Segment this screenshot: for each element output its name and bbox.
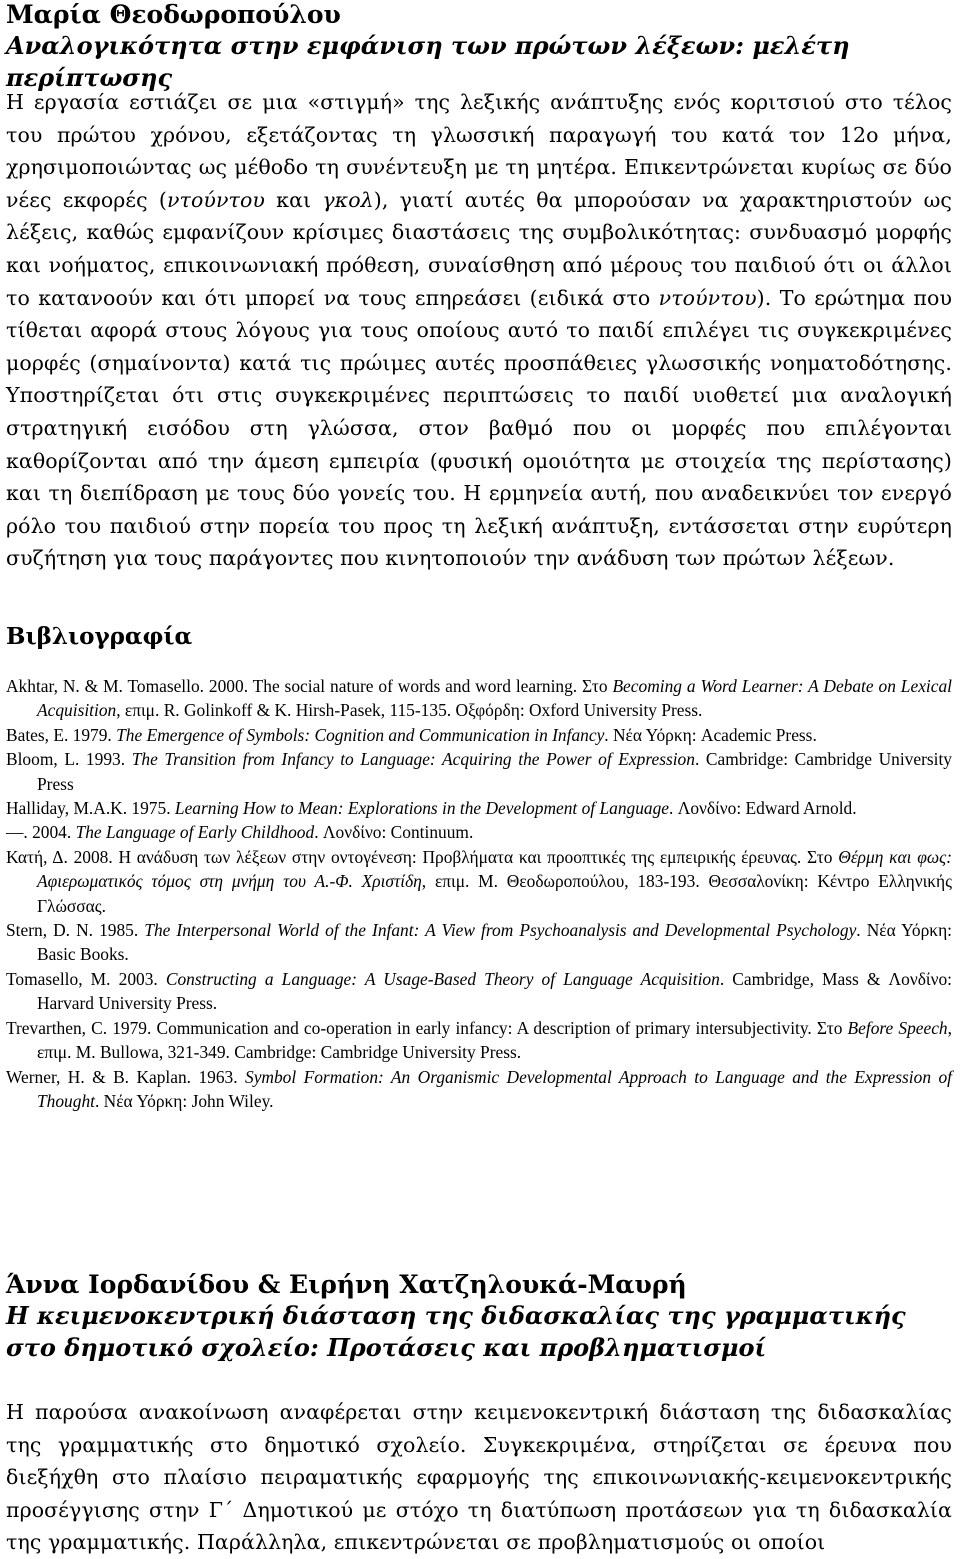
second-abstract bbox=[6, 1396, 952, 1559]
author-name: Μαρία Θεοδωροπούλου bbox=[6, 0, 341, 29]
abstract-term: ντούντου bbox=[658, 285, 757, 310]
abstract-text: ), γιατί αυτές θα μπορούσαν να χαρακτηριστούν ως λέξεις, καθώς εμφανίζουν κρίσιμες διαστάσεις της συμβολικότητας: συνδυασμό μορφής και νοήματος, επικοινωνιακή πρόθεση, συναίσθηση από μέρους του παιδιού ότι οι άλλοι το κατανοούν και ότι μπορεί να τους επηρεάσει (ειδικά στο bbox=[6, 187, 952, 310]
reference-item: Akhtar, N. & M. Tomasello. 2000. The social nature of words and word learning. Στο Becoming a Word Learner: A Debate on Lexical Acquisition, επιμ. R. Golinkoff & K. Hirsh-Pasek, 115-135. Οξφόρδη: Oxford University Press. bbox=[6, 676, 952, 721]
abstract-term: γκολ bbox=[322, 187, 374, 212]
abstract-term: ντούντου bbox=[166, 187, 265, 212]
bibliography bbox=[6, 622, 952, 1113]
reference-item: Bloom, L. 1993. The Transition from Infancy to Language: Acquiring the Power of Expression. Cambridge: Cambridge University Press bbox=[6, 749, 953, 794]
second-abstract-paragraph: Η παρούσα ανακοίνωση αναφέρεται στην κειμενοκεντρική διάσταση της διδασκαλίας της γραμματικής στο δημοτικό σχολείο. Συγκεκριμένα, στηρίζεται σε έρευνα που διεξήχθη στο πλαίσιο πειραματικής εφαρμογής της επικοινωνιακής-κειμενοκεντρικής προσέγγισης στην Γ΄ Δημοτικού με στόχο τη διατύπωση προτάσεων για τη διδασκαλία της γραμματικής. Παράλληλα, επικεντρώνεται σε προβληματισμούς οι οποίοι bbox=[6, 1400, 952, 1555]
reference-item: Stern, D. N. 1985. The Interpersonal World of the Infant: A View from Psychoanalysis and Developmental Psychology. Νέα Υόρκη: Basic Books. bbox=[6, 920, 952, 965]
reference-item: Werner, H. & B. Kaplan. 1963. Symbol Formation: An Organismic Developmental Approach to Language and the Expression of Thought. Νέα Υόρκη: John Wiley. bbox=[6, 1066, 952, 1111]
abstract-paragraph bbox=[6, 86, 952, 575]
abstract-text: Η εργασία εστιάζει σε μια «στιγμή» της λεξικής ανάπτυξης ενός κοριτσιού στο τέλος του πρώτου χρόνου, εξετάζοντας τη γλωσσική παραγωγή του κατά τον 12ο μήνα, χρησιμοποιώντας ως μέθοδο τη συνέντευξη με τη μητέρα. Επικεντρώνεται κυρίως σε δύο νέες εκφορές ( bbox=[6, 90, 952, 212]
article-header bbox=[6, 0, 952, 94]
bibliography-heading: Βιβλιογραφία bbox=[6, 623, 193, 650]
reference-item: Trevarthen, C. 1979. Communication and co-operation in early infancy: A description of primary intersubjectivity. Στο Before Speech, επιμ. M. Bullowa, 321-349. Cambridge: Cambridge University Press. bbox=[6, 1017, 952, 1063]
reference-item: Halliday, M.A.K. 1975. Learning How to Mean: Explorations in the Development of Language. Λονδίνο: Edward Arnold. bbox=[6, 798, 857, 819]
abstract bbox=[6, 86, 952, 575]
article-title: Αναλογικότητα στην εμφάνιση των πρώτων λέξεων: μελέτη περίπτωσης bbox=[6, 31, 850, 92]
abstract-text: ). Το ερώτημα που τίθεται αφορά στους λόγους για τους οποίους αυτό το παιδί επιλέγει τις συγκεκριμένες μορφές (σημαίνοντα) κατά τις πρώιμες αυτές προσπάθειες γλωσσικής νοηματοδότησης. Υποστηρίζεται ότι στις συγκεκριμένες περιπτώσεις το παιδί υιοθετεί μια αναλογική στρατηγική εισόδου στη γλώσσα, στον βαθμό που οι μορφές που επιλέγονται καθορίζονται από την άμεση εμπειρία (φυσική ομοιότητα με στοιχεία της περίστασης) και τη διεπίδραση με τους δύο γονείς του. Η ερμηνεία αυτή, που αναδεικνύει τον ενεργό ρόλο του παιδιού στην πορεία του προς τη λεξική ανάπτυξη, εντάσσεται στην ευρύτερη συζήτηση για τους παράγοντες που κινητοποιούν την ανάδυση των πρώτων λέξεων. bbox=[6, 285, 953, 571]
second-title-line1: Η κειμενοκεντρική διάσταση της διδασκαλίας της γραμματικής bbox=[6, 1301, 906, 1330]
second-authors: Άννα Ιορδανίδου & Ειρήνη Χατζηλουκά-Μαυρή bbox=[6, 1270, 687, 1299]
reference-item: —. 2004. The Language of Early Childhood. Λονδίνο: Continuum. bbox=[6, 822, 474, 843]
reference-item: Bates, E. 1979. The Emergence of Symbols: Cognition and Communication in Infancy. Νέα Υόρκη: Academic Press. bbox=[6, 724, 817, 745]
second-title-line2: στο δημοτικό σχολείο: Προτάσεις και προβληματισμοί bbox=[6, 1333, 767, 1362]
reference-item: Tomasello, M. 2003. Constructing a Language: A Usage-Based Theory of Language Acquisition. Cambridge, Mass & Λονδίνο: Harvard University Press. bbox=[6, 968, 952, 1014]
reference-list bbox=[6, 674, 952, 1113]
reference-item: Κατή, Δ. 2008. Η ανάδυση των λέξεων στην οντογένεση: Προβλήματα και προοπτικές της εμπειρικής έρευνας. Στο Θέρμη και φως: Αφιερωματικός τόμος στη μνήμη του Α.-Φ. Χριστίδη, επιμ. Μ. Θεοδωροπούλου, 183-193. Θεσσαλονίκη: Κέντρο Ελληνικής Γλώσσας. bbox=[6, 846, 952, 916]
second-article-header bbox=[6, 1270, 952, 1364]
abstract-text: και bbox=[265, 187, 323, 212]
